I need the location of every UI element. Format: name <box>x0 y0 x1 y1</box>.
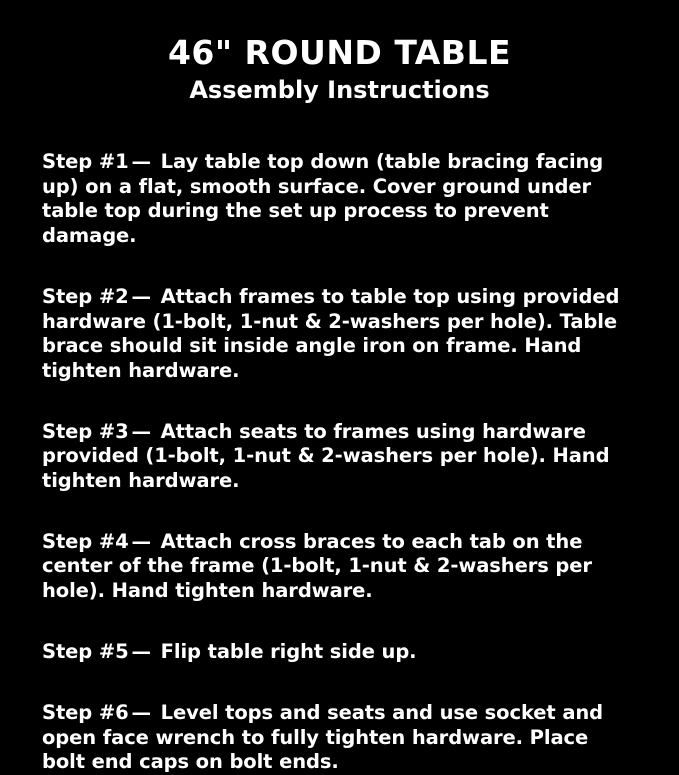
step-label: Step #5 <box>42 640 129 664</box>
step-item <box>42 285 637 383</box>
step-dash: — <box>131 419 151 443</box>
step-item <box>42 530 637 604</box>
step-text: Attach seats to frames using hardware provided (1-bolt, 1-nut & 2-washers per hole). Hand tighten hardware. <box>42 419 610 492</box>
page-subtitle: Assembly Instructions <box>189 75 490 104</box>
step-dash: — <box>131 529 151 553</box>
step-label: Step #6 <box>42 701 129 725</box>
step-label: Step #2 <box>42 284 129 308</box>
steps-list <box>42 131 637 775</box>
step-dash: — <box>131 701 151 725</box>
step-item <box>42 701 637 775</box>
step-item <box>42 420 637 494</box>
step-item <box>42 150 637 248</box>
step-dash: — <box>131 150 151 174</box>
step-label: Step #4 <box>42 529 129 553</box>
step-text: Flip table right side up. <box>160 640 417 664</box>
step-label: Step #3 <box>42 419 129 443</box>
page-title: 46" ROUND TABLE <box>167 33 512 72</box>
step-text: Lay table top down (table bracing facing up) on a flat, smooth surface. Cover ground under table top during the set up process to prevent damage. <box>42 150 604 247</box>
step-label: Step #1 <box>42 150 129 174</box>
step-item <box>42 640 637 665</box>
step-text: Attach frames to table top using provided hardware (1-bolt, 1-nut & 2-washers per hole). Table brace should sit inside angle iron on frame. Hand tighten hardware. <box>42 284 620 382</box>
step-dash: — <box>131 284 151 308</box>
step-text: Level tops and seats and use socket and open face wrench to fully tighten hardware. Place bolt end caps on bolt ends. <box>42 701 604 774</box>
step-text: Attach cross braces to each tab on the center of the frame (1-bolt, 1-nut & 2-washers per hole). Hand tighten hardware. <box>42 529 592 603</box>
step-dash: — <box>131 640 151 664</box>
